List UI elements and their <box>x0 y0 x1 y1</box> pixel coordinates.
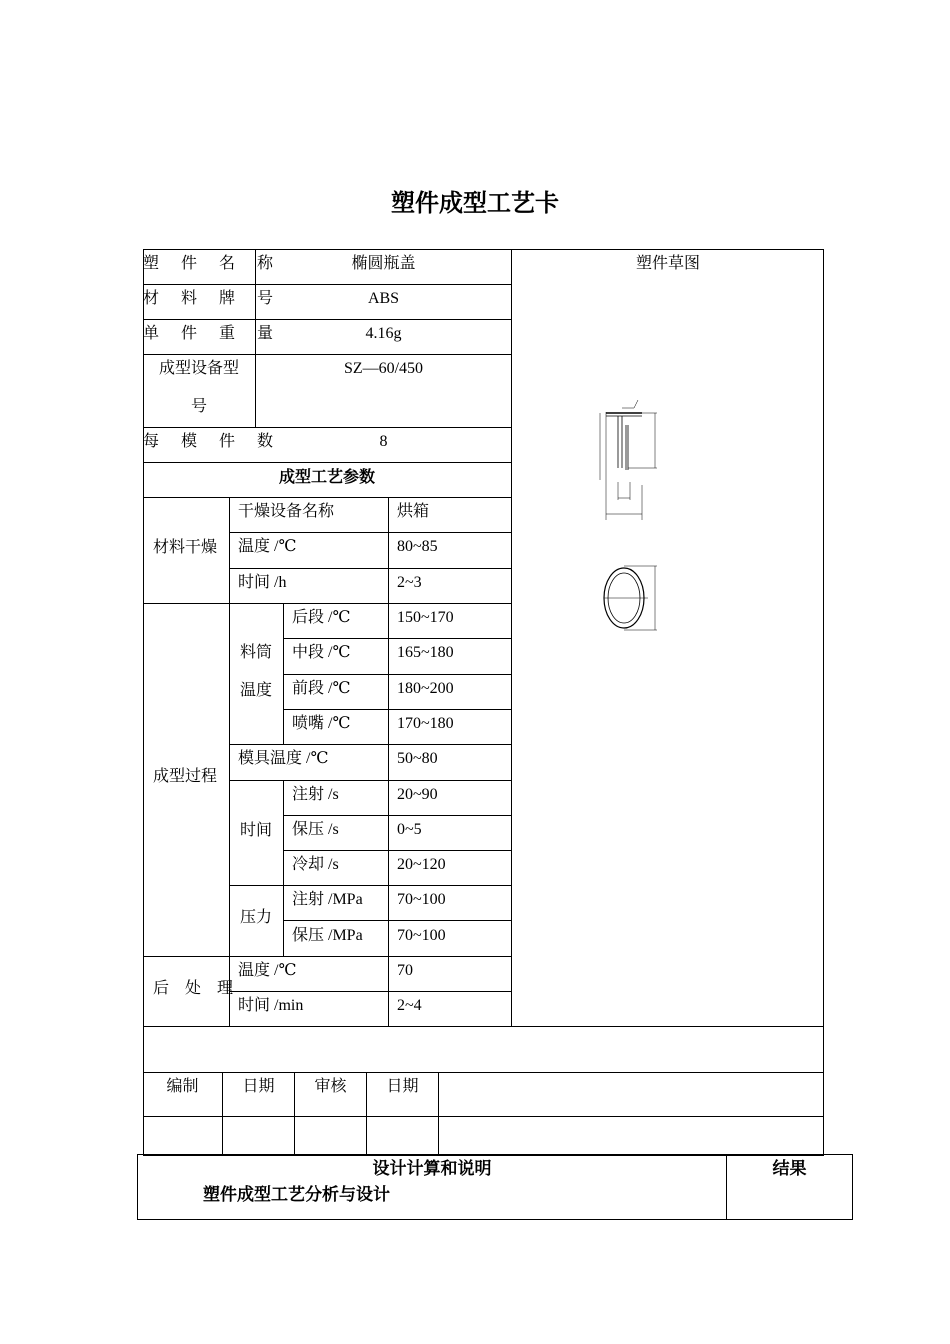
weight-value: 4.16g <box>365 325 402 342</box>
table-rule <box>283 850 512 851</box>
hold-time-label: 保压 /s <box>292 821 339 838</box>
process-card-table <box>143 249 824 1156</box>
table-rule <box>283 674 512 675</box>
hold-time-value: 0~5 <box>397 821 422 838</box>
drying-temp-label: 温度 /℃ <box>238 538 297 555</box>
post-treatment-label: 后 处 理 <box>153 980 240 997</box>
table-rule <box>283 603 284 744</box>
table-rule <box>143 1072 824 1073</box>
pressure-group-label: 压力 <box>240 909 273 926</box>
machine-value: SZ—60/450 <box>343 360 424 377</box>
inject-time-value: 20~90 <box>397 786 438 803</box>
mold-temp-label: 模具温度 /℃ <box>238 750 329 767</box>
material-label: 材 料 牌 号 <box>143 290 283 307</box>
post-temp-value: 70 <box>397 962 413 979</box>
front-zone-value: 180~200 <box>397 680 454 697</box>
table-rule <box>143 354 512 355</box>
date-label: 日期 <box>386 1078 419 1095</box>
drying-time-label: 时间 /h <box>238 574 287 591</box>
post-temp-label: 温度 /℃ <box>238 962 297 979</box>
part-sketch-drawing <box>590 390 670 640</box>
part-name-label: 塑 件 名 称 <box>143 255 283 272</box>
inject-pressure-label: 注射 /MPa <box>292 891 363 908</box>
table-rule <box>143 603 512 604</box>
barrel-temp-label: 料筒 <box>240 644 273 661</box>
inject-pressure-value: 70~100 <box>397 891 446 908</box>
table-rule <box>143 1116 824 1117</box>
table-rule <box>283 638 512 639</box>
table-rule <box>229 744 512 745</box>
part-name-value: 椭圆瓶盖 <box>351 255 416 272</box>
table-rule <box>283 780 284 956</box>
table-rule <box>143 956 512 957</box>
table-rule <box>143 319 512 320</box>
table-rule <box>229 532 512 533</box>
table-rule <box>143 427 512 428</box>
calc-header: 设计计算和说明 <box>372 1159 492 1179</box>
nozzle-label: 喷嘴 /℃ <box>292 715 351 732</box>
drying-temp-value: 80~85 <box>397 538 438 555</box>
drying-time-value: 2~3 <box>397 574 422 591</box>
table-rule <box>229 568 512 569</box>
middle-zone-label: 中段 /℃ <box>292 644 351 661</box>
table-rule <box>229 497 230 1026</box>
table-rule <box>229 780 512 781</box>
cavities-value: 8 <box>379 433 388 450</box>
machine-label: 成型设备型 <box>158 360 239 377</box>
barrel-temp-label-cont: 温度 <box>240 682 273 699</box>
sketch-label: 塑件草图 <box>635 255 700 272</box>
table-rule <box>143 1026 824 1027</box>
result-header: 结果 <box>772 1159 807 1179</box>
drying-equipment-label: 干燥设备名称 <box>238 503 335 520</box>
calc-subtitle: 塑件成型工艺分析与设计 <box>203 1185 390 1205</box>
weight-label: 单 件 重 量 <box>143 325 283 342</box>
post-time-value: 2~4 <box>397 997 422 1014</box>
front-zone-label: 前段 /℃ <box>292 680 351 697</box>
inject-time-label: 注射 /s <box>292 786 339 803</box>
cool-time-label: 冷却 /s <box>292 856 339 873</box>
table-rule <box>283 709 512 710</box>
table-rule <box>229 885 512 886</box>
date-label: 日期 <box>242 1078 275 1095</box>
nozzle-value: 170~180 <box>397 715 454 732</box>
machine-label-cont: 号 <box>190 398 207 415</box>
table-rule <box>143 497 512 498</box>
table-rule <box>438 1072 439 1156</box>
middle-zone-value: 165~180 <box>397 644 454 661</box>
params-header: 成型工艺参数 <box>278 467 375 486</box>
table-rule <box>388 497 389 1026</box>
cavities-label: 每 模 件 数 <box>143 433 283 450</box>
hold-pressure-label: 保压 /MPa <box>292 927 363 944</box>
reviewed-by-label: 审核 <box>314 1078 347 1095</box>
post-time-label: 时间 /min <box>238 997 304 1014</box>
mold-temp-value: 50~80 <box>397 750 438 767</box>
table-rule <box>143 462 512 463</box>
rear-zone-value: 150~170 <box>397 609 454 626</box>
drying-equipment-value: 烘箱 <box>397 503 430 520</box>
time-group-label: 时间 <box>240 822 273 839</box>
table-rule <box>283 815 512 816</box>
table-rule <box>229 991 512 992</box>
page-title: 塑件成型工艺卡 <box>391 189 559 217</box>
table-rule <box>143 284 512 285</box>
material-value: ABS <box>367 290 400 307</box>
table-rule <box>511 249 512 1026</box>
hold-pressure-value: 70~100 <box>397 927 446 944</box>
cool-time-value: 20~120 <box>397 856 446 873</box>
table-rule <box>283 920 512 921</box>
process-group-label: 成型过程 <box>153 768 218 785</box>
rear-zone-label: 后段 /℃ <box>292 609 351 626</box>
prepared-by-label: 编制 <box>166 1078 199 1095</box>
drying-group-label: 材料干燥 <box>153 539 218 556</box>
